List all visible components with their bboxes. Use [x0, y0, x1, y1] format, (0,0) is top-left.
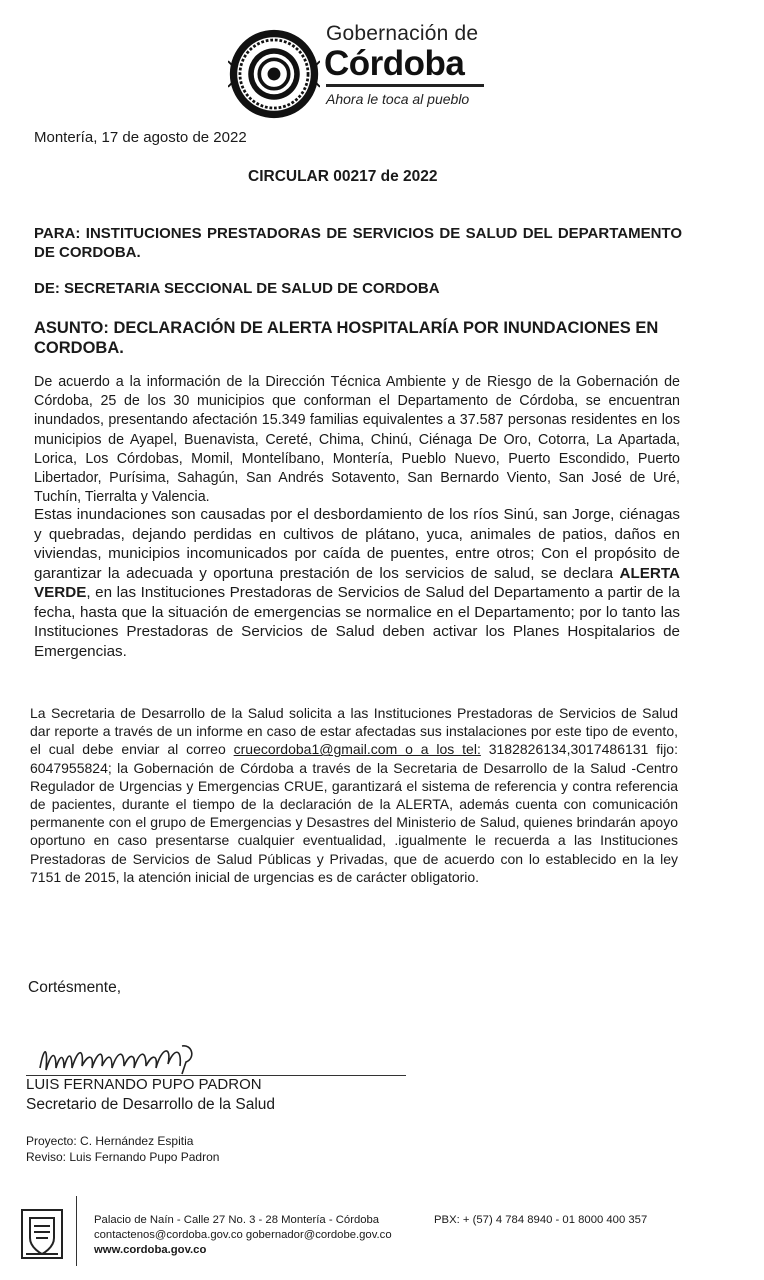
signer-name: LUIS FERNANDO PUPO PADRON — [26, 1076, 262, 1093]
subject-block: ASUNTO: DECLARACIÓN DE ALERTA HOSPITALARÍA POR INUNDACIONES EN CORDOBA. — [34, 319, 659, 357]
body-paragraph-3 — [30, 704, 678, 886]
body2-text-before: Estas inundaciones son causadas por el desbordamiento de los ríos Sinú, san Jorge, ciénagas y quebradas, dejando perdidas en cultivos de plátano, yuca, animales de patios, daños en viviendas, municipios incomunicados por caída de puentes, entre otros; Con el propósito de garantizar la adecuada y oportuna prestación de los servicios de salud, se declara — [34, 506, 680, 582]
footer-phone: PBX: + (57) 4 784 8940 - 01 8000 400 357 — [434, 1214, 648, 1226]
org-line2: Córdoba — [324, 44, 465, 83]
circular-title: CIRCULAR 00217 de 2022 — [248, 168, 438, 185]
header-rule — [326, 84, 484, 87]
org-slogan: Ahora le toca al pueblo — [326, 91, 470, 107]
department-seal-icon — [228, 28, 320, 120]
place-date: Montería, 17 de agosto de 2022 — [34, 129, 247, 146]
footer-emails[interactable]: contactenos@cordoba.gov.co gobernador@cordobe.gov.co — [94, 1229, 392, 1241]
body2-text-after: , en las Instituciones Prestadoras de Servicios de Salud del Departamento a partir de la fecha, hasta que la situación de emergencias se normalice en el Departamento; por lo tanto las Instituciones Prestadoras de Servicios de Salud deben activar los Planes Hospitalarios de Emergencias. — [34, 584, 680, 660]
closing: Cortésmente, — [28, 979, 122, 996]
body-paragraph-1: De acuerdo a la información de la Dirección Técnica Ambiente y de Riesgo de la Gobernación de Córdoba, 25 de los 30 municipios que conforman el Departamento de Córdoba, se encuentran inundados, presentando afectación 15.349 familias equivalentes a 37.587 personas residentes en los municipios de Ayapel, Buenavista, Cereté, Chima, Chinú, Ciénaga De Oro, Cotorra, La Apartada, Lorica, Los Córdobas, Momil, Montelíbano, Montería, Pueblo Nuevo, Puerto Escondido, Puerto Libertador, Purísima, Sahagún, San Andrés Sotavento, San Bernardo Viento, San José de Uré, Tuchín, Tierralta y Valencia. — [34, 374, 680, 506]
org-line1: Gobernación de — [326, 22, 479, 45]
coat-of-arms-icon — [20, 1208, 64, 1260]
contact-email-link[interactable]: cruecordoba1@gmail.com o a los tel: — [233, 741, 481, 758]
sender-block: DE: SECRETARIA SECCIONAL DE SALUD DE CORDOBA — [34, 280, 440, 297]
reviewed-by: Reviso: Luis Fernando Pupo Padron — [26, 1150, 220, 1164]
recipient-block: PARA: INSTITUCIONES PRESTADORAS DE SERVICIOS DE SALUD DEL DEPARTAMENTO DE CORDOBA. — [34, 225, 682, 261]
alert-level: ALERTA VERDE — [34, 564, 680, 601]
handwritten-signature — [32, 1040, 252, 1080]
body3-text-after: 3182826134,3017486131 fijo: 6047955824; la Gobernación de Córdoba a través de la Secretaria de Desarrollo de la Salud -Centro Regulador de Urgencias y Emergencias CRUE, garantizará el sistema de referencia y contra referencia de pacientes, durante el tiempo de la declaración de la ALERTA, además cuenta con comunicación permanente con el grupo de Emergencias y Desastres del Ministerio de Salud, quienes brindarán apoyo oportuno en caso presentarse cualquier eventualidad, .igualmente le recuerda a las Instituciones Prestadoras de Servicios de Salud Públicas y Privadas, que de acuerdo con lo establecido en la ley 7151 de 2015, la atención inicial de urgencias es de carácter obligatorio. — [30, 741, 678, 885]
drafted-by: Proyecto: C. Hernández Espitia — [26, 1134, 194, 1148]
signer-title: Secretario de Desarrollo de la Salud — [26, 1096, 275, 1113]
footer-address: Palacio de Naín - Calle 27 No. 3 - 28 Montería - Córdoba — [94, 1214, 380, 1226]
footer-website[interactable]: www.cordoba.gov.co — [94, 1244, 207, 1256]
footer-divider — [76, 1196, 77, 1266]
body3-text-before: La Secretaria de Desarrollo de la Salud solicita a las Instituciones Prestadoras de Servicios de Salud dar reporte a través de un informe en caso de estar afectadas sus instalaciones por este tipo de evento, el cual debe enviar al correo — [30, 705, 678, 758]
body-paragraph-2 — [34, 505, 680, 661]
